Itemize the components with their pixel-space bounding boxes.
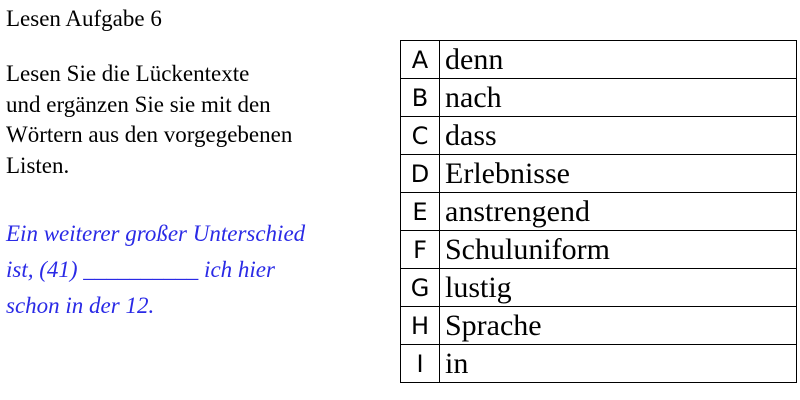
option-letter: C (401, 117, 440, 155)
option-letter: A (401, 41, 440, 79)
option-row-b (401, 79, 797, 117)
option-row-e (401, 193, 797, 231)
instructions-line: Lesen Sie die Lückentexte (6, 61, 250, 86)
option-row-a (401, 41, 797, 79)
option-row-i (401, 345, 797, 383)
option-row-c (401, 117, 797, 155)
gap-text-line: schon in der 12. (6, 293, 155, 318)
option-row-d (401, 155, 797, 193)
option-letter: E (401, 193, 440, 231)
option-word: denn (440, 41, 797, 79)
page-title: Lesen Aufgabe 6 (6, 6, 162, 31)
option-word: nach (440, 79, 797, 117)
option-word: Erlebnisse (440, 155, 797, 193)
option-word: anstrengend (440, 193, 797, 231)
gap-text-line: Ein weiterer großer Unterschied (6, 221, 306, 246)
gap-text-excerpt (6, 216, 401, 324)
option-word: Schuluniform (440, 231, 797, 269)
instructions-line: Listen. (6, 152, 70, 178)
option-letter: H (401, 307, 440, 345)
option-letter: F (401, 231, 440, 269)
instructions-line: Wörtern aus den vorgegebenen (6, 122, 293, 147)
option-word: Sprache (440, 307, 797, 345)
option-letter: G (401, 269, 440, 307)
instructions-line: und ergänzen Sie sie mit den (6, 91, 271, 117)
option-row-h (401, 307, 797, 345)
instructions-paragraph (6, 59, 396, 181)
option-row-g (401, 269, 797, 307)
option-word: lustig (440, 269, 797, 307)
option-row-f (401, 231, 797, 269)
option-word: dass (440, 117, 797, 155)
option-word: in (440, 345, 797, 383)
gap-text-line: ist, (41) __________ ich hier (6, 257, 275, 282)
option-letter: D (401, 155, 440, 193)
option-letter: I (401, 345, 440, 383)
option-letter: B (401, 79, 440, 117)
word-options-table (400, 40, 797, 383)
